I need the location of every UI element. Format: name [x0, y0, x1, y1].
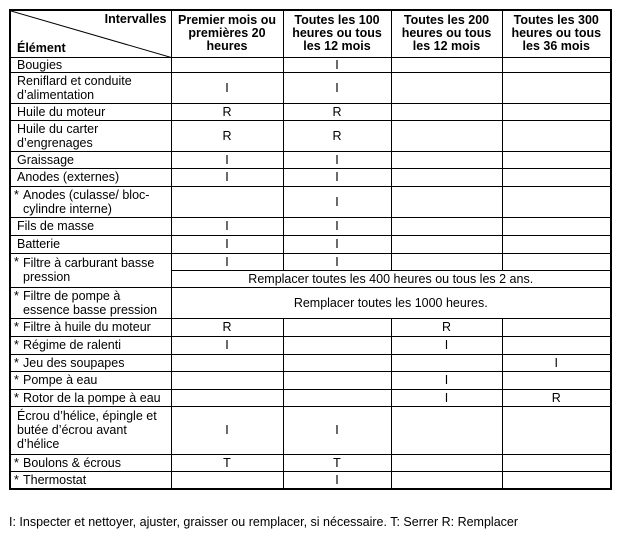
- interval-cell: I: [283, 217, 391, 235]
- interval-cell: I: [171, 406, 283, 454]
- interval-cell: [283, 336, 391, 354]
- interval-cell: [502, 253, 611, 270]
- interval-cell: R: [171, 318, 283, 336]
- replace-note: Remplacer toutes les 1000 heures.: [171, 287, 611, 318]
- interval-cell: I: [283, 57, 391, 72]
- table-row: [10, 406, 611, 454]
- table-row: [10, 454, 611, 471]
- interval-cell: I: [171, 168, 283, 186]
- table-row: [10, 253, 611, 270]
- table-row: [10, 186, 611, 217]
- element-cell: [10, 151, 171, 168]
- element-cell: [10, 287, 171, 318]
- header-corner: [10, 10, 171, 57]
- element-cell: [10, 389, 171, 406]
- interval-cell: [391, 354, 502, 371]
- interval-cell: T: [283, 454, 391, 471]
- interval-cell: I: [283, 72, 391, 103]
- asterisk-mark: *: [14, 390, 19, 405]
- interval-cell: [391, 217, 502, 235]
- element-label: Bougies: [17, 57, 63, 72]
- interval-cell: I: [171, 151, 283, 168]
- table-row: [10, 336, 611, 354]
- asterisk-mark: *: [14, 187, 19, 202]
- interval-cell: [502, 406, 611, 454]
- element-cell: [10, 406, 171, 454]
- interval-cell: [502, 72, 611, 103]
- element-label: Anodes (culasse/ bloc-cylindre interne): [23, 187, 150, 216]
- interval-cell: [502, 120, 611, 151]
- interval-cell: [502, 318, 611, 336]
- interval-cell: [391, 253, 502, 270]
- interval-cell: I: [171, 253, 283, 270]
- table-row: [10, 168, 611, 186]
- interval-cell: [171, 354, 283, 371]
- element-cell: [10, 235, 171, 253]
- interval-cell: I: [391, 336, 502, 354]
- element-label: Fils de masse: [17, 219, 95, 233]
- interval-cell: I: [502, 354, 611, 371]
- asterisk-mark: *: [14, 355, 19, 370]
- table-row: [10, 57, 611, 72]
- interval-cell: [391, 103, 502, 120]
- element-label: Thermostat: [23, 472, 87, 487]
- interval-cell: [391, 151, 502, 168]
- interval-cell: I: [283, 168, 391, 186]
- element-label: Rotor de la pompe à eau: [23, 390, 161, 405]
- element-cell: [10, 454, 171, 471]
- element-cell: [10, 371, 171, 389]
- interval-cell: [391, 120, 502, 151]
- element-label: Filtre à carburant basse pression: [23, 256, 155, 284]
- element-label: Régime de ralenti: [23, 338, 121, 352]
- element-cell: [10, 354, 171, 371]
- interval-cell: I: [283, 235, 391, 253]
- element-cell: [10, 217, 171, 235]
- interval-cell: [391, 454, 502, 471]
- interval-cell: [171, 389, 283, 406]
- interval-cell: [283, 318, 391, 336]
- element-cell: [10, 318, 171, 336]
- legend: I: Inspecter et nettoyer, ajuster, graisser ou remplacer, si nécessaire. T: Serrer R: Remplacer: [9, 515, 519, 529]
- interval-cell: R: [502, 389, 611, 406]
- asterisk-mark: *: [14, 372, 19, 387]
- replace-note: Remplacer toutes les 400 heures ou tous les 2 ans.: [171, 270, 611, 287]
- interval-cell: [502, 217, 611, 235]
- element-cell: [10, 57, 171, 72]
- intervals-label: Intervalles: [104, 12, 167, 26]
- element-label: Pompe à eau: [23, 373, 98, 387]
- interval-cell: [502, 336, 611, 354]
- interval-cell: [283, 389, 391, 406]
- interval-cell: R: [283, 103, 391, 120]
- table-row: [10, 217, 611, 235]
- asterisk-mark: *: [14, 288, 19, 303]
- asterisk-mark: *: [14, 319, 19, 334]
- element-cell: [10, 336, 171, 354]
- interval-cell: I: [283, 406, 391, 454]
- element-label: Graissage: [17, 152, 74, 167]
- element-label: Huile du carter d’engrenages: [17, 121, 99, 150]
- table-row: [10, 471, 611, 489]
- table-row: [10, 389, 611, 406]
- interval-cell: [171, 57, 283, 72]
- column-header-300-hours: Toutes les 300 heures ou tous les 36 mois: [502, 10, 611, 57]
- interval-cell: [283, 354, 391, 371]
- interval-cell: [502, 454, 611, 471]
- element-cell: [10, 471, 171, 489]
- element-label: Filtre à huile du moteur: [23, 320, 151, 334]
- interval-cell: I: [171, 235, 283, 253]
- asterisk-mark: *: [14, 254, 19, 269]
- asterisk-mark: *: [14, 337, 19, 352]
- element-label: Anodes (externes): [17, 170, 120, 184]
- interval-cell: R: [171, 103, 283, 120]
- interval-cell: [391, 72, 502, 103]
- table-row: [10, 354, 611, 371]
- interval-cell: I: [283, 151, 391, 168]
- element-label: Filtre de pompe à essence basse pression: [23, 288, 158, 317]
- element-label: Batterie: [17, 237, 61, 251]
- interval-cell: [502, 471, 611, 489]
- interval-cell: I: [391, 389, 502, 406]
- interval-cell: [391, 471, 502, 489]
- table-row: [10, 371, 611, 389]
- interval-cell: R: [391, 318, 502, 336]
- table-row: [10, 72, 611, 103]
- element-label: Jeu des soupapes: [23, 355, 125, 370]
- column-header-200-hours: Toutes les 200 heures ou tous les 12 mois: [391, 10, 502, 57]
- asterisk-mark: *: [14, 455, 19, 470]
- interval-cell: [502, 57, 611, 72]
- element-label: Élément: [17, 40, 66, 55]
- interval-cell: [391, 186, 502, 217]
- interval-cell: I: [283, 253, 391, 270]
- interval-cell: [502, 235, 611, 253]
- interval-cell: I: [171, 72, 283, 103]
- interval-cell: I: [171, 336, 283, 354]
- interval-cell: [391, 57, 502, 72]
- column-header-first-month: Premier mois ou premières 20 heures: [171, 10, 283, 57]
- table-row: [10, 151, 611, 168]
- interval-cell: [391, 406, 502, 454]
- interval-cell: [502, 103, 611, 120]
- element-cell: [10, 253, 171, 287]
- table-row: [10, 235, 611, 253]
- element-cell: [10, 120, 171, 151]
- interval-cell: [502, 151, 611, 168]
- table-row: [10, 318, 611, 336]
- element-cell: [10, 168, 171, 186]
- asterisk-mark: *: [14, 472, 19, 487]
- interval-cell: R: [171, 120, 283, 151]
- interval-cell: R: [283, 120, 391, 151]
- interval-cell: [502, 371, 611, 389]
- interval-cell: [171, 471, 283, 489]
- table-row: [10, 287, 611, 318]
- element-cell: [10, 103, 171, 120]
- interval-cell: [391, 235, 502, 253]
- interval-cell: I: [391, 371, 502, 389]
- element-label: Boulons & écrous: [23, 455, 121, 470]
- table-row: [10, 103, 611, 120]
- column-header-100-hours: Toutes les 100 heures ou tous les 12 mois: [283, 10, 391, 57]
- element-cell: [10, 72, 171, 103]
- interval-cell: I: [283, 471, 391, 489]
- interval-cell: [283, 371, 391, 389]
- interval-cell: [502, 186, 611, 217]
- interval-cell: [502, 168, 611, 186]
- element-label: Écrou d’hélice, épingle et butée d’écrou avant d’hélice: [17, 409, 157, 451]
- table-body: [10, 57, 611, 489]
- interval-cell: T: [171, 454, 283, 471]
- element-cell: [10, 186, 171, 217]
- element-label: Huile du moteur: [17, 104, 106, 119]
- interval-cell: I: [283, 186, 391, 217]
- table-row: [10, 120, 611, 151]
- interval-cell: [171, 186, 283, 217]
- interval-cell: I: [171, 217, 283, 235]
- interval-cell: [391, 168, 502, 186]
- maintenance-table: [9, 9, 612, 490]
- interval-cell: [171, 371, 283, 389]
- element-label: Reniflard et conduite d’alimentation: [17, 73, 132, 102]
